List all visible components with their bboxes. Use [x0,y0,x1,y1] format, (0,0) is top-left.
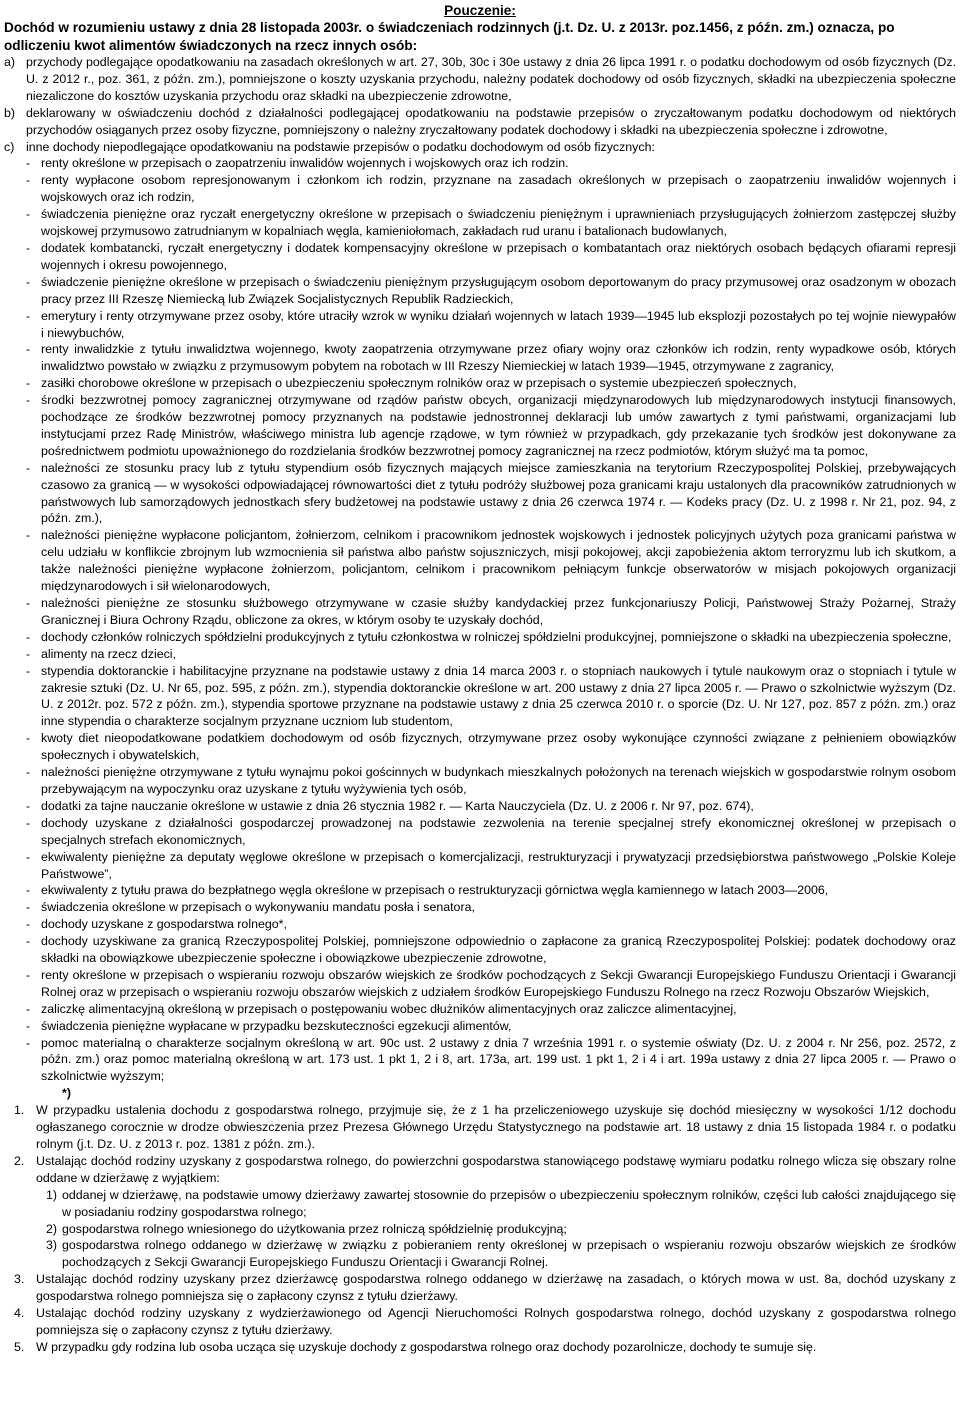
list-bullet: - [26,917,31,932]
list-bullet: - [26,967,31,982]
intro-paragraph: Dochód w rozumieniu ustawy z dnia 28 listopada 2003r. o świadczeniach rodzinnych (j.t. Dz. U. z 2013r. poz.1456, z późn. zm.) oznacza, po odliczeniu kwot alimentów świadczonych na rzecz innych osób: [4,20,895,53]
list-bullet: - [26,393,31,408]
list-item-text: renty wypłacone osobom represjonowanym i członkom ich rodzin, przyznane na zasadach określonych w przepisach o zaopatrzeniu inwalidów wojennych i wojskowych oraz ich rodzin, [41,173,956,205]
sub-item-number: 2) [46,1221,58,1236]
list-item [26,527,956,595]
list-bullet: - [26,849,31,864]
list-item-text: świadczenia określone w przepisach o wykonywaniu mandatu posła i senatora, [41,900,475,915]
list-bullet: - [26,900,31,915]
list-bullet: - [26,376,31,391]
list-bullet: - [26,934,31,949]
list-item [26,206,956,240]
list-item [26,274,956,308]
list-item [26,663,956,731]
note-text [36,1339,956,1356]
list-item-text: pomoc materialną o charakterze socjalnym określoną w art. 90c ust. 2 ustawy z dnia 7 września 1991 r. o systemie oświaty (Dz. U. z 2004 r. Nr 256, poz. 2572, z późn. zm.) oraz pomoc materialną określoną w art. 173 ust. 1 pkt 1, 2 i 8, art. 173a, art. 199 ust. 1 pkt 1, 2 i 4 i art. 199a ustawy z dnia 27 lipca 2005 r. — Prawo o szkolnictwie wyższym; [41,1035,956,1084]
list-item [26,1001,956,1018]
item-c [4,139,956,156]
item-b-label: b) [4,105,16,120]
list-item-text: zaliczkę alimentacyjną określoną w przepisach o postępowaniu wobec dłużników alimentacyjnych oraz zaliczce alimentacyjnej, [41,1001,737,1016]
item-b [4,105,956,139]
item-a-text: przychody podlegające opodatkowaniu na zasadach określonych w art. 27, 30b, 30c i 30e ustawy z dnia 26 lipca 1991 r. o podatku dochodowym od osób fizycznych (Dz. U. z 2012 r., poz. 361, z późn. zm.), pomniejszone o koszty uzyskania przychodu, należny podatek dochodowy od osób fizycznych, składki na ubezpieczenia społeczne niezaliczone do kosztów uzyskania przychodu oraz składki na ubezpieczenie zdrowotne, [26,55,956,103]
note-item [4,1305,956,1339]
list-item-text: dochody uzyskane z działalności gospodarczej prowadzonej na podstawie zezwolenia na terenie specjalnej strefy ekonomicznej określonej w przepisach o specjalnych strefach ekonomicznych, [41,815,956,847]
list-item-text: stypendia doktoranckie i habilitacyjne przyznane na podstawie ustawy z dnia 14 marca 2003 r. o stopniach naukowych i tytule naukowym oraz o stopniach i tytule w zakresie sztuki (Dz. U. Nr 65, poz. 595, z późn. zm.), stypendia doktoranckie określone w art. 200 ustawy z dnia 27 lipca 2005 r. — Prawo o szkolnictwie wyższym (Dz. U. z 2012r. poz. 572 z późn. zm.), stypendia sportowe przyznane na podstawie ustawy z dnia 25 czerwca 2010 r. o sporcie (Dz. U. Nr 127, poz. 857 z późn. zm.) oraz inne stypendia o charakterze socjalnym przyznane uczniom lub studentom, [41,663,956,729]
list-bullet: - [26,1018,31,1033]
list-item [26,172,956,206]
note-text [36,1305,956,1339]
list-item-text: świadczenia pieniężne wypłacane w przypadku bezskuteczności egzekucji alimentów, [41,1018,512,1033]
other-income-list [26,155,956,1085]
list-item [26,155,956,172]
list-item-text: należności pieniężne ze stosunku służbowego otrzymywane w czasie służby kandydackiej przez funkcjonariuszy Policji, Państwowej Straży Pożarnej, Straży Granicznej i Biura Ochrony Rządu, obliczone za okres, w którym osoby te uzyskały dochód, [41,596,956,627]
note-number: 3. [14,1272,25,1287]
note-paragraph: Ustalając dochód rodziny uzyskany przez dzierżawcę gospodarstwa rolnego oddanego w dzierżawę na zasadach, o których mowa w ust. 8a, dochód uzyskany z gospodarstwa rolnego pomniejsza się o zapłacony czynsz z tytułu dzierżawy. [36,1272,956,1304]
list-bullet: - [26,308,31,323]
list-bullet: - [26,342,31,357]
item-a [4,54,956,105]
note-number: 1. [14,1103,25,1118]
list-item [26,460,956,528]
list-bullet: - [26,173,31,188]
list-bullet: - [26,883,31,898]
sub-item [36,1237,956,1271]
list-bullet: - [26,765,31,780]
list-bullet: - [26,460,31,475]
note-item [4,1102,956,1153]
list-item-text: dodatki za tajne nauczanie określone w ustawie z dnia 26 stycznia 1982 r. — Karta Nauczyciela (Dz. U. z 2006 r. Nr 97, poz. 674), [41,798,754,813]
list-bullet: - [26,156,31,171]
list-item-text: dochody uzyskane z gospodarstwa rolnego*, [41,917,287,932]
note-paragraph: Ustalając dochód rodziny uzyskany z gospodarstwa rolnego, do powierzchni gospodarstwa stanowiącego podstawę wymiaru podatku rolnego wlicza się obszary rolne oddane w dzierżawę z wyjątkiem: [36,1153,956,1185]
list-bullet: - [26,629,31,644]
list-item [26,933,956,967]
list-bullet: - [26,596,31,610]
item-c-label: c) [4,139,15,154]
note-number: 4. [14,1306,25,1321]
list-item [26,815,956,849]
title-text: Pouczenie: [444,3,516,18]
list-item-text: dochody uzyskiwane za granicą Rzeczypospolitej Polskiej, pomniejszone odpowiednio o zapłacone za granicą Rzeczypospolitej Polskiej: podatek dochodowy oraz składki na obowiązkowe ubezpieczenie społeczne i obowiązkowe ubezpieczenie zdrowotne, [41,934,956,966]
document [4,2,956,1356]
list-item-text: alimenty na rzecz dzieci, [41,646,176,661]
item-a-label: a) [4,55,16,69]
list-item-text: renty określone w przepisach o zaopatrzeniu inwalidów wojennych i wojskowych oraz ich rodzin. [41,156,569,171]
list-item [26,375,956,392]
list-item [26,916,956,933]
list-item [26,595,956,629]
note-item [4,1271,956,1305]
note-item [4,1153,956,1271]
list-item-text: należności pieniężne otrzymywane z tytułu wynajmu pokoi gościnnych w budynkach mieszkalnych położonych na terenach wiejskich w gospodarstwie rolnym osobom przebywającym na wypoczynku oraz uzyskane z tytułu wyżywienia tych osób, [41,765,956,796]
list-bullet: - [26,815,31,830]
list-item [26,849,956,883]
notes-list [4,1102,956,1356]
list-item-text: należności ze stosunku pracy lub z tytułu stypendium osób fizycznych mających miejsce zamieszkania na terytorium Rzeczypospolitej Polskiej, przebywających czasowo za granicą — w wysokości odpowiadającej równowartości diet z tytułu podróży służbowej poza granicami kraju ustalonych dla pracowników zatrudnionych w państwowych lub samorządowych jednostkach sfery budżetowej na podstawie ustawy z dnia 26 czerwca 1974 r. — Kodeks pracy (Dz. U. z 1998 r. Nr 21, poz. 94, z późn. zm.), [41,460,956,526]
list-item-text: ekwiwalenty pieniężne za deputaty węglowe określone w przepisach o komercjalizacji, restrukturyzacji i prywatyzacji przedsiębiorstwa państwowego „Polskie Koleje Państwowe”, [41,849,956,881]
list-bullet: - [26,207,31,222]
footnote-mark: *) [62,1086,71,1101]
list-bullet: - [26,1035,31,1050]
list-item-text: świadczenia pieniężne oraz ryczałt energetyczny określone w przepisach o świadczeniu pieniężnym i uprawnieniach przysługujących żołnierzom zastępczej służby wojskowej przymusowo zatrudnianym w kopalniach węgla, kamieniołomach, zakładach rud uranu i batalionach budowlanych, [41,207,956,239]
list-bullet: - [26,731,31,746]
sub-item-text: oddanej w dzierżawę, na podstawie umowy dzierżawy zawartej stosownie do przepisów o ubezpieczeniu społecznym rolników, części lub całości znajdującego się w posiadaniu rodziny gospodarstwa rolnego; [62,1187,956,1219]
note-paragraph: W przypadku ustalenia dochodu z gospodarstwa rolnego, przyjmuje się, że z 1 ha przeliczeniowego uzyskuje się dochód miesięczny w wysokości 1/12 dochodu ogłaszanego corocznie w drodze obwieszczenia przez Prezesa Głównego Urzędu Statystycznego na podstawie art. 18 ustawy z dnia 15 listopada 1984 r. o podatku rolnym (j.t. Dz. U. z 2013 r. poz. 1381 z późn. zm.). [36,1103,956,1151]
list-bullet: - [26,1001,31,1016]
list-item [26,882,956,899]
note-item [4,1339,956,1356]
list-item [26,899,956,916]
sub-item [36,1221,956,1238]
sub-item-text: gospodarstwa rolnego wniesionego do użytkowania przez rolniczą spółdzielnię produkcyjną; [62,1221,567,1236]
list-item-text: emerytury i renty otrzymywane przez osoby, które utraciły wzrok w wyniku działań wojennych w latach 1939—1945 lub eksplozji pozostałych po tej wojnie niewypałów i niewybuchów, [41,308,956,340]
list-item [26,1018,956,1035]
list-item [26,308,956,342]
note-number: 5. [14,1339,25,1354]
list-item [26,629,956,646]
list-bullet: - [26,528,31,543]
sub-item-number: 1) [46,1187,58,1202]
list-item [26,798,956,815]
list-item [26,967,956,1001]
list-item-text: renty określone w przepisach o wspieraniu rozwoju obszarów wiejskich ze środków pochodzących z Sekcji Gwarancji Europejskiego Funduszu Orientacji i Gwarancji Rolnej oraz w przepisach o wspieraniu rozwoju obszarów wiejskich z udziałem środków Europejskiego Funduszu Rolnego na rzecz Rozwoju Obszarów Wiejskich, [41,967,956,999]
list-item-text: kwoty diet nieopodatkowane podatkiem dochodowym od osób fizycznych, otrzymywane przez osoby wykonujące czynności związane z pełnieniem obowiązków społecznych i obywatelskich, [41,731,956,763]
list-bullet: - [26,240,31,255]
list-bullet: - [26,663,31,678]
sub-item [36,1187,956,1221]
note-number: 2. [14,1153,25,1168]
note-paragraph: Ustalając dochód rodziny uzyskany z wydzierżawionego od Agencji Nieruchomości Rolnych gospodarstwa rolnego, dochód uzyskany z gospodarstwa rolnego pomniejsza się o zapłacony czynsz z tytułu dzierżawy. [36,1306,956,1337]
list-bullet: - [26,274,31,289]
item-c-text: inne dochody niepodlegające opodatkowaniu na podstawie przepisów o podatku dochodowym od osób fizycznych: [26,139,655,154]
sub-item-number: 3) [46,1238,58,1253]
note-text [36,1153,956,1271]
list-item [26,341,956,375]
list-item [26,240,956,274]
list-item-text: renty inwalidzkie z tytułu inwalidztwa wojennego, kwoty zaopatrzenia otrzymywane przez ofiary wojny oraz członków ich rodzin, renty wypadkowe osób, których inwalidztwo powstało w związku z przymusowym pobytem na robotach w III Rzeszy Niemieckiej w latach 1939—1945, otrzymywane z zagranicy, [41,342,956,374]
list-item-text: dochody członków rolniczych spółdzielni produkcyjnych z tytułu członkostwa w rolniczej spółdzielni produkcyjnej, pomniejszone o składki na ubezpieczenia społeczne, [41,629,952,644]
list-item [26,646,956,663]
list-item [26,392,956,460]
sub-item-text: gospodarstwa rolnego oddanego w dzierżawę w związku z pobieraniem renty określonej w przepisach o wspieraniu rozwoju obszarów wiejskich ze środków pochodzących z Sekcji Gwarancji Europejskiego Funduszu Orientacji i Gwarancji Rolnej. [62,1238,956,1270]
list-item [26,764,956,798]
note-text [36,1102,956,1153]
list-item [26,730,956,764]
list-item-text: zasiłki chorobowe określone w przepisach o ubezpieczeniu społecznym rolników oraz w przepisach o systemie ubezpieczeń społecznych, [41,376,797,391]
list-item-text: świadczenie pieniężne określone w przepisach o świadczeniu pieniężnym przysługującym osobom deportowanym do pracy przymusowej oraz osadzonym w obozach pracy przez III Rzeszę Niemiecką lub Związek Socjalistycznych Republik Radzieckich, [41,274,956,306]
list-bullet: - [26,798,31,813]
list-item-text: dodatek kombatancki, ryczałt energetyczny i dodatek kompensacyjny określone w przepisach o kombatantach oraz niektórych osobach będących ofiarami represji wojennych i okresu powojennego, [41,240,956,272]
note-paragraph: W przypadku gdy rodzina lub osoba ucząca się uzyskuje dochody z gospodarstwa rolnego oraz dochody pozarolnicze, dochody te sumuje się. [36,1339,817,1354]
list-item-text: ekwiwalenty z tytułu prawa do bezpłatnego węgla określone w przepisach o restrukturyzacji górnictwa węgla kamiennego w latach 2003—2006, [41,883,829,898]
list-bullet: - [26,646,31,661]
list-item-text: środki bezzwrotnej pomocy zagranicznej otrzymywane od rządów państw obcych, organizacji międzynarodowych lub międzynarodowych instytucji finansowych, pochodzące ze środków bezzwrotnej pomocy przyznanych na podstawie jednostronnej deklaracji lub umów zawartych z tymi państwami, organizacjami lub instytucjami przez Radę Ministrów, właściwego ministra lub agencje rządowe, w tym również w przypadkach, gdy przekazanie tych środków jest dokonywane za pośrednictwem podmiotu upoważnionego do rozdzielania środków bezzwrotnej pomocy zagranicznej na rzecz podmiotów, którym służyć ma ta pomoc, [41,393,956,458]
document-title [4,2,956,19]
note-text [36,1271,956,1305]
item-b-text: deklarowany w oświadczeniu dochód z działalności podlegającej opodatkowaniu na podstawie przepisów o zryczałtowanym podatku dochodowym od niektórych przychodów osiąganych przez osoby fizyczne, pomniejszony o należny zryczałtowany podatek dochodowy i składki na ubezpieczenia społeczne i zdrowotne, [26,105,956,137]
list-item [26,1035,956,1086]
list-item-text: należności pieniężne wypłacone policjantom, żołnierzom, celnikom i pracownikom jednostek wojskowych i jednostek policyjnych użytych poza granicami państwa w celu udziału w konflikcie zbrojnym lub wzmocnienia sił państwa albo państw sojuszniczych, misji pokojowej, akcji zapobieżenia aktom terroryzmu lub ich skutkom, a także należności pieniężne wypłacone żołnierzom, policjantom, celnikom i pracownikom pełniącym funkcje obserwatorów w misjach pokojowych organizacji międzynarodowych i sił wielonarodowych, [41,528,956,594]
